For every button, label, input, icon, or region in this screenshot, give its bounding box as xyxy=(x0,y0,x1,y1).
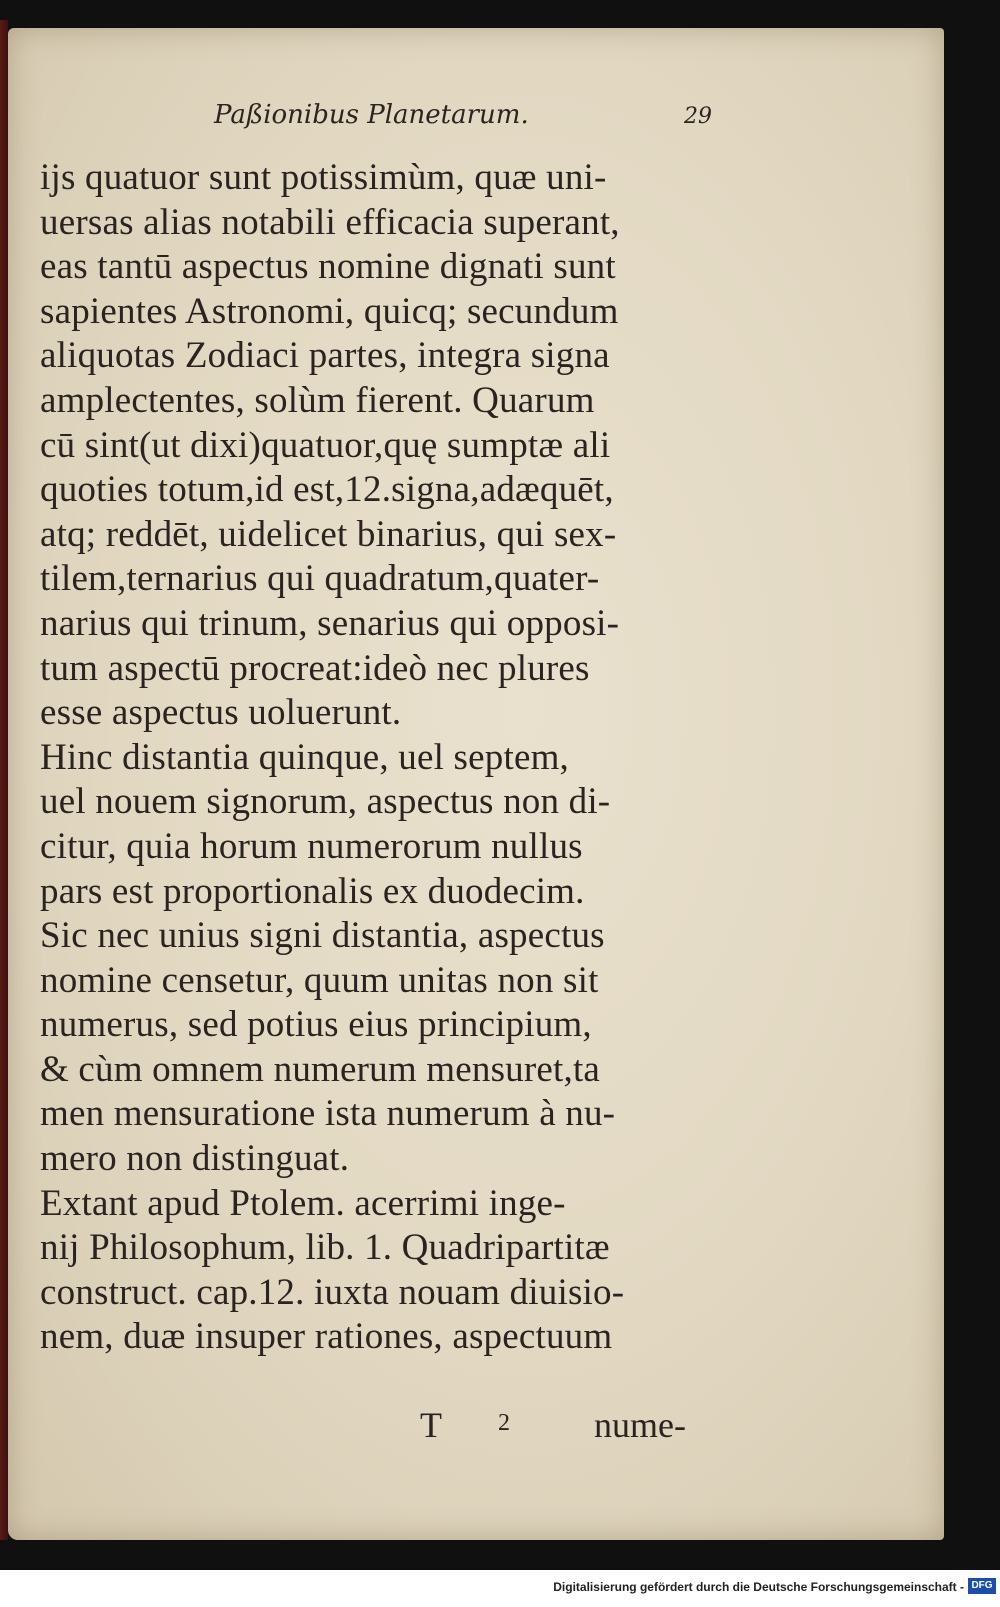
text-line: tum aspectū procreat:ideò nec plures xyxy=(40,647,590,689)
text-line: amplectentes, solùm fierent. Quarum xyxy=(40,379,595,421)
footer-bar xyxy=(0,1570,1000,1607)
text-line: nomine censetur, quum unitas non sit xyxy=(40,959,599,1001)
book-edge xyxy=(0,20,8,1540)
text-line: eas tantū aspectus nomine dignati sunt xyxy=(40,246,616,288)
page-number: 29 xyxy=(684,104,712,129)
text-line: & cùm omnem numerum mensuret,ta xyxy=(40,1048,601,1090)
text-line: cū sint(ut dixi)quatuor,quę sumptæ ali xyxy=(40,424,611,466)
text-line: tilem,ternarius qui quadratum,quater- xyxy=(40,558,600,600)
body-text xyxy=(40,156,730,1360)
text-line: nij Philosophum, lib. 1. Quadripartitæ xyxy=(40,1227,610,1269)
book-page xyxy=(8,28,944,1540)
funding-credit: Digitalisierung gefördert durch die Deutsche Forschungsgemeinschaft - xyxy=(553,1580,964,1594)
text-line: Sic nec unius signi distantia, aspectus xyxy=(40,915,605,957)
catchword: nume- xyxy=(594,1405,686,1445)
text-line: pars est proportionalis ex duodecim. xyxy=(40,870,585,912)
dfg-logo: DFG xyxy=(968,1578,996,1594)
running-head xyxy=(8,100,944,140)
text-line: men mensuratione ista numerum à nu- xyxy=(40,1093,616,1135)
text-line: citur, quia horum numerorum nullus xyxy=(40,825,583,867)
text-line: narius qui trinum, senarius qui opposi- xyxy=(40,602,620,644)
text-line: atq; reddēt, uidelicet binarius, qui sex- xyxy=(40,513,617,555)
text-line: ijs quatuor sunt potissimùm, quæ uni- xyxy=(40,157,607,198)
text-line: Extant apud Ptolem. acerrimi inge- xyxy=(40,1182,566,1224)
text-line: numerus, sed potius eius principium, xyxy=(40,1004,592,1046)
text-line: aliquotas Zodiaci partes, integra signa xyxy=(40,335,610,377)
text-line: esse aspectus uoluerunt. xyxy=(40,692,402,734)
text-line: quoties totum,id est,12.signa,adæquēt, xyxy=(40,469,614,511)
text-line: mero non distinguat. xyxy=(40,1138,350,1180)
text-line: uersas alias notabili efficacia superant, xyxy=(40,201,620,243)
running-title: Paßionibus Planetarum. xyxy=(214,100,529,130)
text-line: Hinc distantia quinque, uel septem, xyxy=(40,736,569,778)
text-line: sapientes Astronomi, quicq; secundum xyxy=(40,290,619,332)
page-foot xyxy=(8,1404,944,1448)
text-line: uel nouem signorum, aspectus non di- xyxy=(40,781,611,823)
text-line: nem, duæ insuper rationes, aspectuum xyxy=(40,1316,613,1358)
text-line: construct. cap.12. iuxta nouam diuisio- xyxy=(40,1271,625,1313)
signature-number: 2 xyxy=(498,1410,510,1436)
signature-mark: T xyxy=(420,1405,442,1445)
